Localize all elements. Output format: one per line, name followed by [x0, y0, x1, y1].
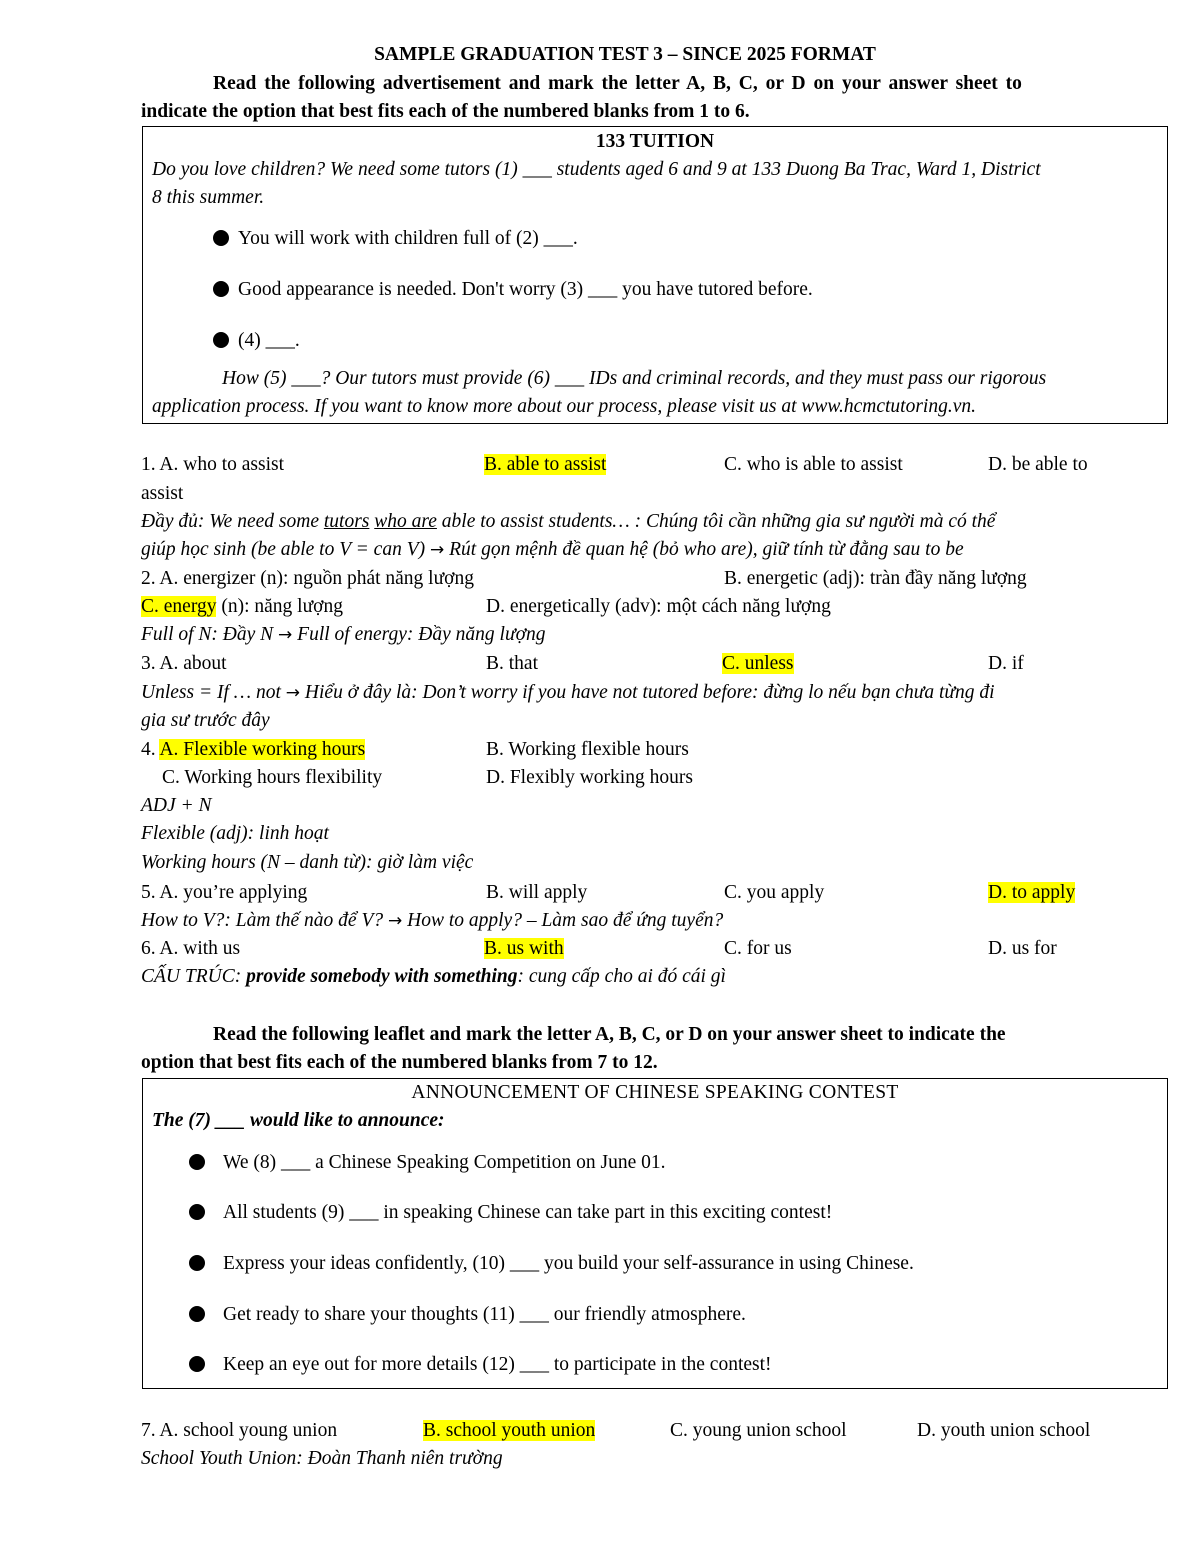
q4-option-c: C. Working hours flexibility: [162, 767, 383, 788]
instruction-line: indicate the option that best fits each of the numbered blanks from 1 to 6.: [141, 101, 750, 122]
q1-option-d: D. be able to: [988, 454, 1088, 475]
q3-option-b: B. that: [486, 653, 538, 674]
leaflet-bullet-item: Keep an eye out for more details (12) ___ to participate in the contest!: [189, 1352, 772, 1378]
q2-option-d: D. energetically (adv): một cách năng lượng: [486, 596, 831, 617]
q1-option-d-wrap: assist: [141, 483, 184, 504]
bullet-icon: [213, 281, 229, 297]
q6-option-d: D. us for: [988, 938, 1057, 959]
leaflet-bullet-item: Express your ideas confidently, (10) ___ you build your self-assurance in using Chinese.: [189, 1251, 914, 1277]
q6-option-c: C. for us: [724, 938, 792, 959]
arrow-right-icon: →: [278, 625, 293, 645]
arrow-right-icon: →: [285, 683, 301, 703]
q2-option-a: 2. A. energizer (n): nguồn phát năng lượng: [141, 568, 474, 589]
instruction-line: Read the following advertisement and mark the letter A, B, C, or D on your answer sheet to: [213, 73, 1022, 94]
q7-option-d: D. youth union school: [917, 1420, 1091, 1441]
q6-option-a: 6. A. with us: [141, 938, 241, 959]
q2-explanation: Full of N: Đầy N → Full of energy: Đầy năng lượng: [141, 624, 546, 645]
q1-explanation: giúp học sinh (be able to V = can V) → Rút gọn mệnh đề quan hệ (bỏ who are), giữ tính từ đằng sau to be: [141, 539, 964, 560]
ad-bullet-item: You will work with children full of (2) ___.: [213, 226, 578, 252]
leaflet-bullet-item: Get ready to share your thoughts (11) ___ our friendly atmosphere.: [189, 1302, 746, 1328]
q6-explanation: CẤU TRÚC: provide somebody with something: cung cấp cho ai đó cái gì: [141, 966, 726, 987]
q4-option-d: D. Flexibly working hours: [486, 767, 693, 788]
leaflet-bullet-item: We (8) ___ a Chinese Speaking Competition on June 01.: [189, 1150, 666, 1176]
q1-option-a: 1. A. who to assist: [141, 454, 285, 475]
q1-option-b: B. able to assist: [484, 454, 607, 475]
page-title: SAMPLE GRADUATION TEST 3 – SINCE 2025 FORMAT: [374, 44, 876, 65]
q4-explanation: Working hours (N – danh từ): giờ làm việc: [141, 852, 474, 873]
bullet-icon: [213, 230, 229, 246]
leaflet-bullet-item: All students (9) ___ in speaking Chinese can take part in this exciting contest!: [189, 1200, 832, 1226]
q5-option-b: B. will apply: [486, 882, 588, 903]
q5-option-d: D. to apply: [988, 882, 1076, 903]
ad-text-line: application process. If you want to know more about our process, please visit us at www.hcmctutoring.vn.: [152, 396, 976, 417]
bullet-icon: [213, 332, 229, 348]
leaflet-intro: The (7) ___ would like to announce:: [152, 1110, 445, 1131]
q4-option-b: B. Working flexible hours: [486, 739, 689, 760]
q3-explanation: gia sư trước đây: [141, 710, 270, 731]
q3-option-d: D. if: [988, 653, 1024, 674]
q3-option-c: C. unless: [722, 653, 794, 674]
q4-option-a: 4. A. Flexible working hours: [141, 739, 366, 760]
q7-option-b: B. school youth union: [423, 1420, 596, 1441]
instruction-line: option that best fits each of the numbered blanks from 7 to 12.: [141, 1052, 658, 1073]
q7-option-c: C. young union school: [670, 1420, 847, 1441]
q7-option-a: 7. A. school young union: [141, 1420, 338, 1441]
instruction-line: Read the following leaflet and mark the letter A, B, C, or D on your answer sheet to indicate the: [213, 1024, 1006, 1045]
q1-option-c: C. who is able to assist: [724, 454, 903, 475]
q7-explanation: School Youth Union: Đoàn Thanh niên trường: [141, 1448, 503, 1469]
q6-option-b: B. us with: [484, 938, 564, 959]
leaflet-heading: ANNOUNCEMENT OF CHINESE SPEAKING CONTEST: [411, 1082, 899, 1103]
arrow-right-icon: →: [387, 911, 403, 931]
ad-heading: 133 TUITION: [595, 131, 715, 152]
ad-text-line: How (5) ___? Our tutors must provide (6) ___ IDs and criminal records, and they must pass our rigorous: [222, 368, 1047, 389]
q2-option-c: C. energy (n): năng lượng: [141, 596, 343, 617]
bullet-icon: [189, 1356, 205, 1372]
q3-explanation: Unless = If … not → Hiểu ở đây là: Don’t worry if you have not tutored before: đừng lo nếu bạn chưa từng đi: [141, 682, 995, 703]
q2-option-b: B. energetic (adj): tràn đầy năng lượng: [724, 568, 1027, 589]
bullet-icon: [189, 1255, 205, 1271]
q3-option-a: 3. A. about: [141, 653, 227, 674]
ad-text-line: Do you love children? We need some tutors (1) ___ students aged 6 and 9 at 133 Duong Ba Trac, Ward 1, District: [152, 159, 1041, 180]
q5-option-a: 5. A. you’re applying: [141, 882, 308, 903]
arrow-right-icon: →: [430, 540, 445, 560]
q1-explanation: Đầy đủ: We need some tutors who are able to assist students… : Chúng tôi cần những gia sư người mà có thể: [141, 511, 996, 532]
q5-option-c: C. you apply: [724, 882, 825, 903]
q4-explanation: ADJ + N: [141, 795, 212, 816]
bullet-icon: [189, 1204, 205, 1220]
ad-bullet-item: (4) ___.: [213, 328, 300, 354]
q5-explanation: How to V?: Làm thế nào để V? → How to apply? – Làm sao để ứng tuyển?: [141, 910, 724, 931]
bullet-icon: [189, 1154, 205, 1170]
bullet-icon: [189, 1306, 205, 1322]
ad-text-line: 8 this summer.: [152, 187, 265, 208]
q4-explanation: Flexible (adj): linh hoạt: [141, 823, 329, 844]
ad-bullet-item: Good appearance is needed. Don't worry (3) ___ you have tutored before.: [213, 277, 813, 303]
